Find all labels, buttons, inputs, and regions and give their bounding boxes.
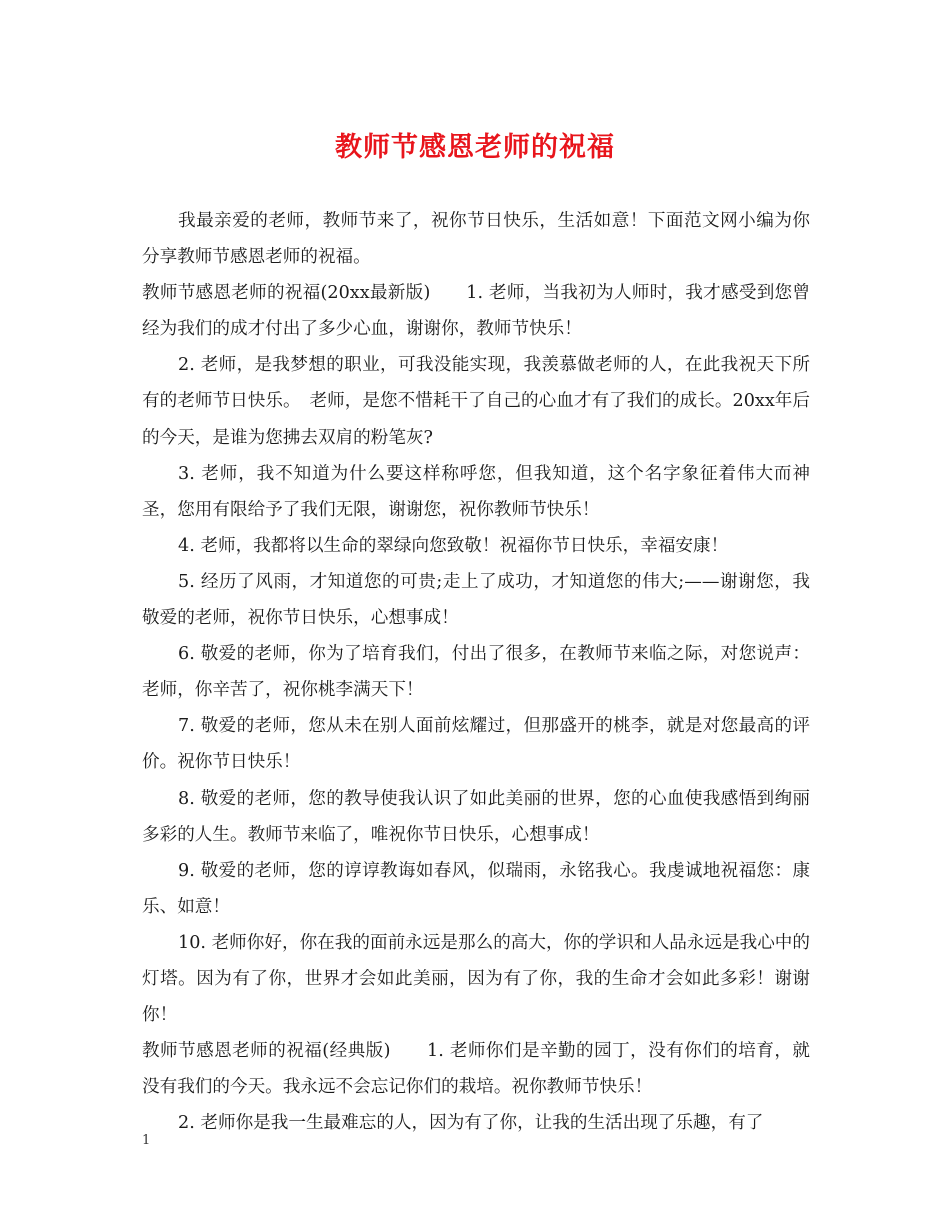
paragraph: 3. 老师，我不知道为什么要这样称呼您，但我知道，这个名字象征着伟大而神圣，您用有限给予了我们无限，谢谢您，祝你教师节快乐！	[142, 463, 810, 520]
paragraph: 2. 老师，是我梦想的职业，可我没能实现，我羡慕做老师的人，在此我祝天下所有的老师节日快乐。 老师，是您不惜耗干了自己的心血才有了我们的成长。20xx年后的今天，是谁为您拂去双肩的粉笔灰?	[142, 355, 810, 448]
paragraph: 10. 老师你好，你在我的面前永远是那么的高大，你的学识和人品永远是我心中的灯塔。因为有了你，世界才会如此美丽，因为有了你，我的生命才会如此多彩！谢谢你！	[142, 932, 810, 1026]
paragraph: 教师节感恩老师的祝福(经典版) 1. 老师你们是辛勤的园丁，没有你们的培育，就没有我们的今天。我永远不会忘记你们的栽培。祝你教师节快乐！	[142, 1041, 810, 1098]
paragraph: 2. 老师你是我一生最难忘的人，因为有了你，让我的生活出现了乐趣，有了	[178, 1113, 764, 1134]
paragraph: 5. 经历了风雨，才知道您的可贵;走上了成功，才知道您的伟大;——谢谢您，我敬爱的老师，祝你节日快乐，心想事成！	[142, 571, 810, 629]
paragraph: 4. 老师，我都将以生命的翠绿向您致敬！祝福你节日快乐，幸福安康！	[178, 535, 729, 556]
page-number: 1	[142, 1133, 151, 1148]
paragraph: 9. 敬爱的老师，您的谆谆教诲如春风，似瑞雨，永铭我心。我虔诚地祝福您：康乐、如意！	[142, 860, 810, 917]
document-title: 教师节感恩老师的祝福	[335, 132, 615, 163]
paragraph: 教师节感恩老师的祝福(20xx最新版) 1. 老师，当我初为人师时，我才感受到您曾经为我们的成才付出了多少心血，谢谢你，教师节快乐！	[142, 283, 810, 340]
paragraph: 8. 敬爱的老师，您的教导使我认识了如此美丽的世界，您的心血使我感悟到绚丽多彩的人生。教师节来临了，唯祝你节日快乐，心想事成！	[142, 788, 810, 845]
paragraph: 6. 敬爱的老师，你为了培育我们，付出了很多，在教师节来临之际，对您说声：老师，你辛苦了，祝你桃李满天下！	[142, 644, 810, 701]
document-body	[142, 203, 810, 1141]
paragraph: 我最亲爱的老师，教师节来了，祝你节日快乐，生活如意！下面范文网小编为你分享教师节感恩老师的祝福。	[142, 211, 810, 268]
paragraph: 7. 敬爱的老师，您从未在别人面前炫耀过，但那盛开的桃李，就是对您最高的评价。祝你节日快乐！	[142, 716, 810, 773]
